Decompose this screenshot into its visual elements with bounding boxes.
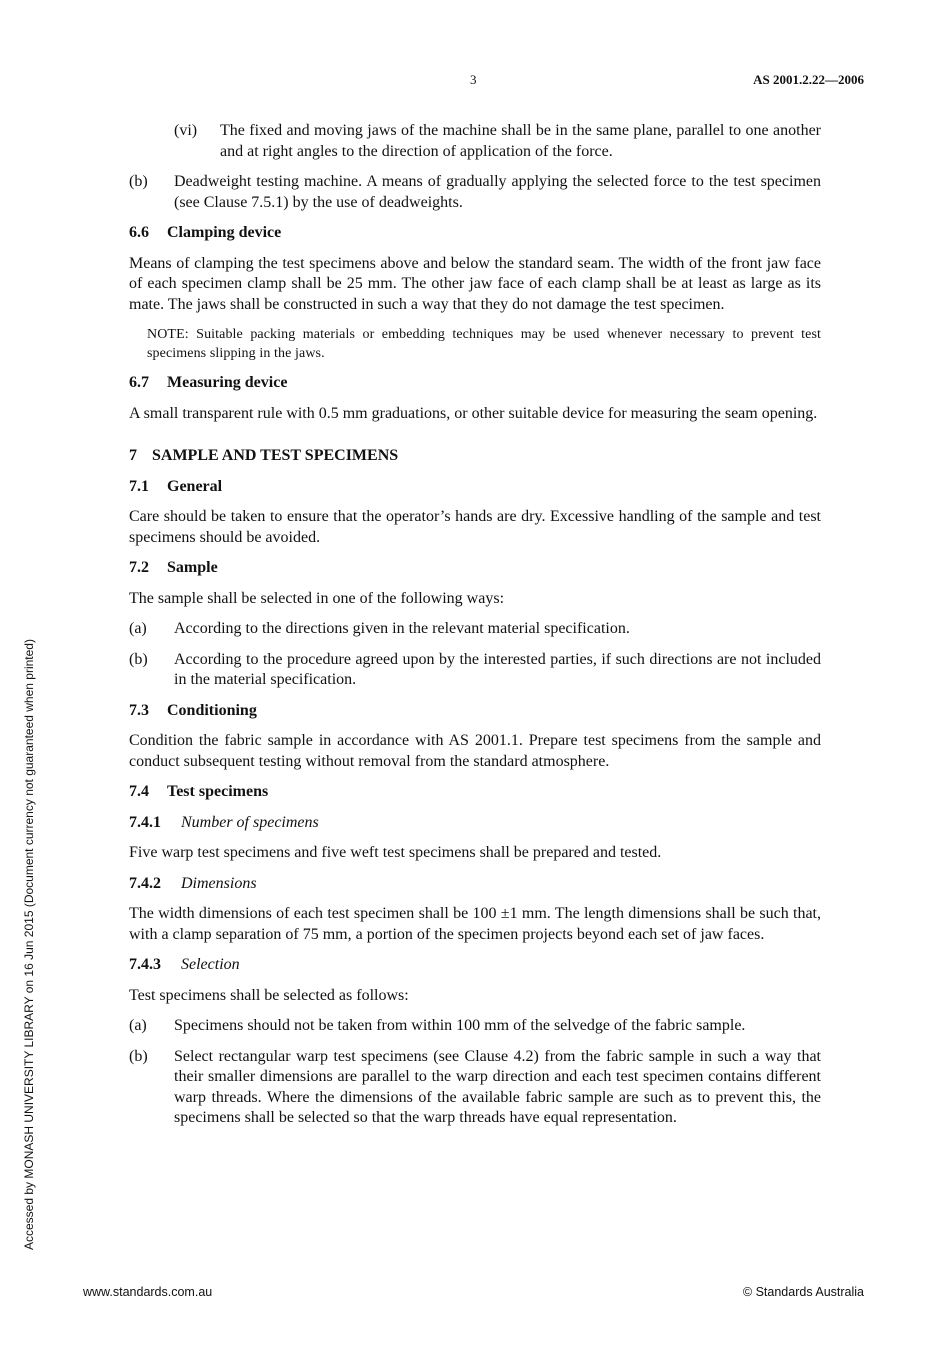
section-heading-7	[129, 446, 821, 467]
list-label: (b)	[129, 650, 148, 668]
list-item	[174, 121, 821, 162]
heading-6-6	[129, 223, 821, 244]
heading-title: Selection	[181, 956, 240, 973]
heading-7-1	[129, 477, 821, 498]
paragraph: Condition the fabric sample in accordance with AS 2001.1. Prepare test specimens from the sample and conduct subsequent testing without removal from the standard atmosphere.	[129, 732, 821, 770]
list-label: (a)	[129, 620, 147, 637]
list-item	[129, 1016, 821, 1037]
list-text: Deadweight testing machine. A means of gradually applying the selected force to the test specimen (see Clause 7.5.1) by the use of deadweights.	[174, 173, 821, 211]
heading-number: 6.7	[129, 374, 149, 391]
paragraph: A small transparent rule with 0.5 mm graduations, or other suitable device for measuring the seam opening.	[129, 404, 818, 422]
heading-6-7	[129, 373, 821, 394]
heading-number: 7.1	[129, 477, 149, 495]
heading-number: 6.6	[129, 224, 149, 241]
list-text: According to the directions given in the relevant material specification.	[174, 620, 630, 637]
heading-title: Conditioning	[167, 701, 257, 719]
list-label: (vi)	[174, 122, 198, 139]
paragraph: Means of clamping the test specimens above and below the standard seam. The width of the front jaw face of each specimen clamp shall be 25 mm. The other jaw face of each clamp shall be at least as large as its mate. The jaws shall be constructed in such a way that they do not damage the test specimen.	[129, 254, 821, 313]
list-item	[129, 619, 821, 640]
access-watermark: Accessed by MONASH UNIVERSITY LIBRARY on 16 Jun 2015 (Document currency not guaranteed when printed)	[22, 639, 36, 1250]
heading-number: 7.4	[129, 783, 149, 800]
list-item	[129, 1047, 821, 1129]
heading-title: Measuring device	[167, 374, 288, 391]
heading-7-4-1	[129, 813, 821, 834]
heading-number: 7.2	[129, 559, 149, 576]
heading-title: Sample	[167, 559, 218, 576]
document-reference: AS 2001.2.22—2006	[753, 72, 864, 87]
heading-number: 7.4.3	[129, 956, 161, 973]
list-item	[129, 172, 821, 213]
list-text: The fixed and moving jaws of the machine shall be in the same plane, parallel to one another and at right angles to the direction of application of the force.	[220, 122, 821, 160]
heading-title: General	[167, 477, 223, 495]
heading-number: 7.4.2	[129, 874, 161, 892]
heading-title: Test specimens	[167, 783, 269, 800]
list-label: (a)	[129, 1017, 147, 1034]
heading-title: Clamping device	[167, 224, 282, 241]
section-title: SAMPLE AND TEST SPECIMENS	[152, 447, 399, 464]
footer-website: www.standards.com.au	[83, 1285, 213, 1299]
heading-number: 7.4.1	[129, 813, 161, 831]
heading-7-2	[129, 558, 821, 579]
footer-copyright: © Standards Australia	[742, 1285, 864, 1299]
heading-title: Number of specimens	[181, 813, 319, 831]
document-body	[129, 121, 821, 1139]
list-text: Specimens should not be taken from within 100 mm of the selvedge of the fabric sample.	[174, 1017, 746, 1034]
heading-7-4	[129, 782, 821, 803]
paragraph: The sample shall be selected in one of the following ways:	[129, 589, 505, 607]
list-text: Select rectangular warp test specimens (see Clause 4.2) from the fabric sample in such a way that their smaller dimensions are parallel to the warp direction and each test specimen contains different warp threads. Where the dimensions of the available fabric sample are such as to prevent this, the specimens shall be selected so that the warp threads have equal representation.	[174, 1047, 821, 1126]
list-text: According to the procedure agreed upon by the interested parties, if such directions are not included in the material specification.	[174, 650, 821, 688]
heading-7-4-2	[129, 874, 821, 895]
paragraph: Test specimens shall be selected as follows:	[129, 986, 409, 1004]
list-label: (b)	[129, 173, 148, 190]
list-label: (b)	[129, 1047, 148, 1065]
paragraph: Five warp test specimens and five weft test specimens shall be prepared and tested.	[129, 844, 662, 861]
note: NOTE: Suitable packing materials or embedding techniques may be used whenever necessary to prevent test specimens slipping in the jaws.	[147, 327, 821, 361]
page-number: 3	[470, 72, 477, 87]
heading-7-4-3	[129, 955, 821, 976]
section-number: 7	[129, 447, 137, 464]
heading-number: 7.3	[129, 701, 149, 719]
heading-title: Dimensions	[181, 874, 257, 892]
paragraph: The width dimensions of each test specimen shall be 100 ±1 mm. The length dimensions shall be such that, with a clamp separation of 75 mm, a portion of the specimen projects beyond each set of jaw faces.	[129, 905, 821, 943]
paragraph: Care should be taken to ensure that the operator’s hands are dry. Excessive handling of the sample and test specimens should be avoided.	[129, 508, 821, 546]
heading-7-3	[129, 701, 821, 722]
list-item	[129, 650, 821, 691]
